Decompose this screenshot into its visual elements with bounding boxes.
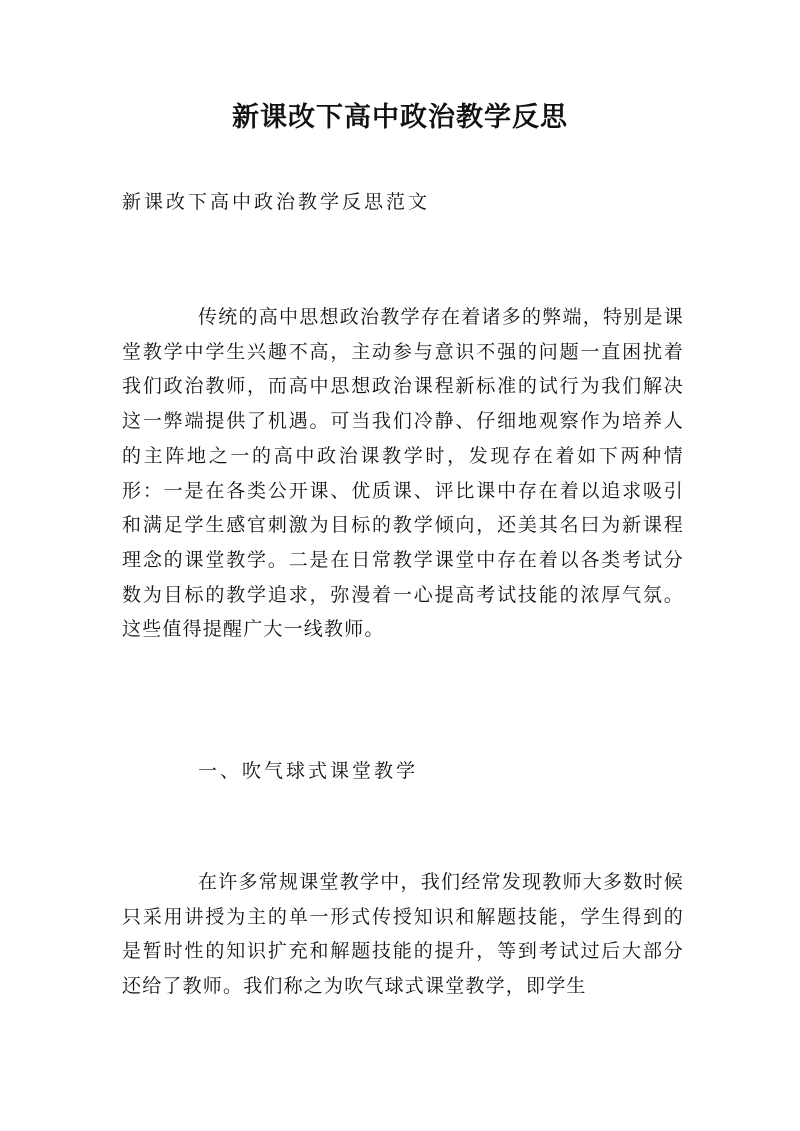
body-paragraph-2: 在许多常规课堂教学中，我们经常发现教师大多数时候只采用讲授为主的单一形式传授知识和解题技能，学生得到的是暂时性的知识扩充和解题技能的提升，等到考试过后大部分还给了教师。我们称之为吹气球式课堂教学，即学生: [122, 871, 684, 998]
body-paragraph-1: 传统的高中思想政治教学存在着诸多的弊端，特别是课堂教学中学生兴趣不高，主动参与意识不强的问题一直困扰着我们政治教师，而高中思想政治课程新标准的试行为我们解决这一弊端提供了机遇。可当我们冷静、仔细地观察作为培养人的主阵地之一的高中政治课教学时，发现存在着如下两种情形：一是在各类公开课、优质课、评比课中存在着以追求吸引和满足学生感官刺激为目标的教学倾向，还美其名曰为新课程理念的课堂教学。二是在日常教学课堂中存在着以各类考试分数为目标的教学追求，弥漫着一心提高考试技能的浓厚气氛。这些值得提醒广大一线教师。: [122, 306, 684, 641]
document-subtitle: 新课改下高中政治教学反思范文: [122, 191, 431, 213]
document-title: 新课改下高中政治教学反思: [232, 102, 568, 133]
section-heading: 一、吹气球式课堂教学: [198, 760, 419, 782]
